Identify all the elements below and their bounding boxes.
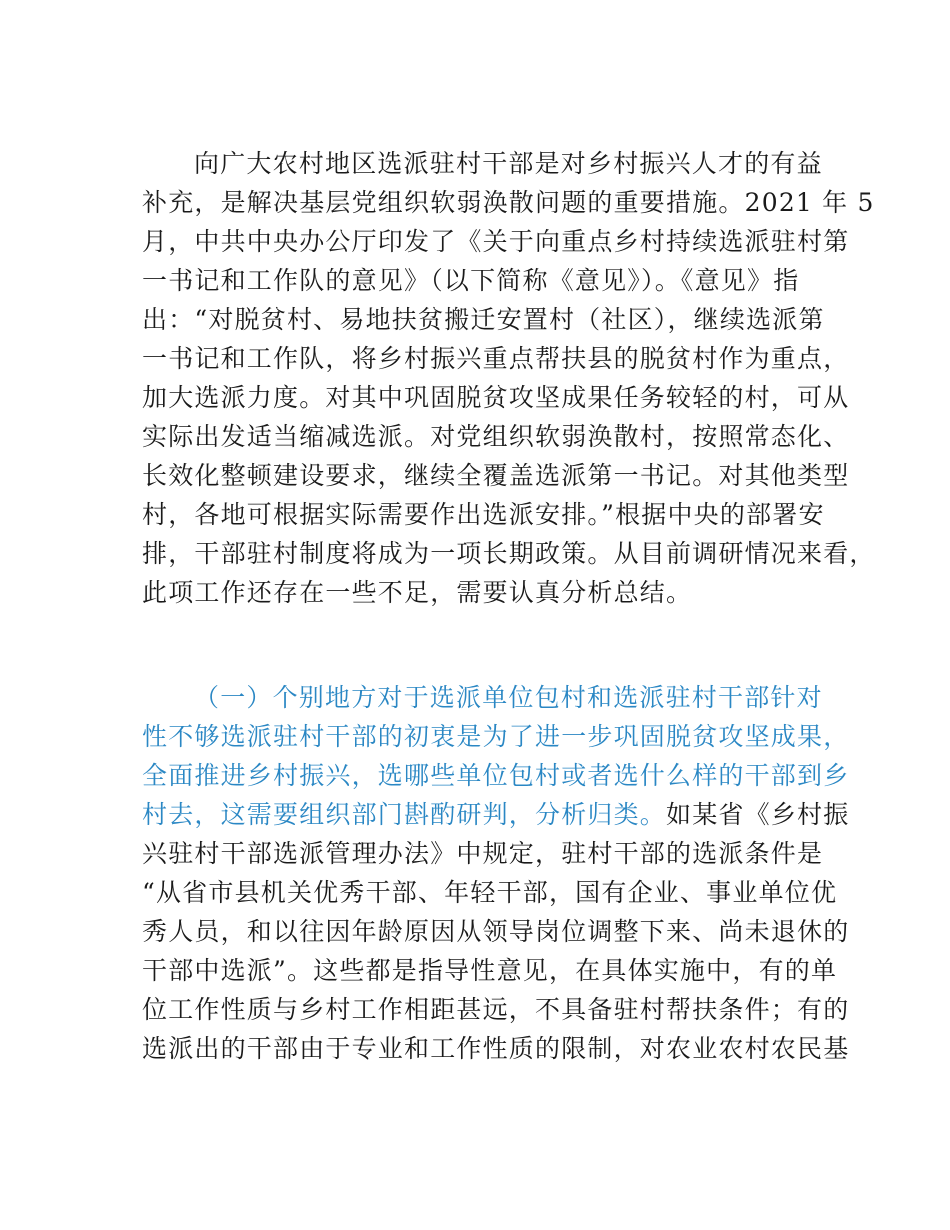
paragraph-line: 选派出的干部由于专业和工作性质的限制，对农业农村农民基 bbox=[142, 1034, 850, 1063]
paragraph-line: “从省市县机关优秀干部、年轻干部，国有企业、事业单位优 bbox=[142, 878, 838, 907]
paragraph-line: 位工作性质与乡村工作相距甚远，不具备驻村帮扶条件；有的 bbox=[142, 995, 850, 1024]
paragraph-line: 加大选派力度。对其中巩固脱贫攻坚成果任务较轻的村，可从 bbox=[142, 383, 850, 412]
section-heading-line: 村去，这需要组织部门斟酌研判，分析归类。 bbox=[142, 800, 667, 829]
paragraph-line: 一书记和工作队的意见》（以下简称《意见》）。《意见》指 bbox=[142, 266, 800, 295]
paragraph-line: 实际出发适当缩减选派。对党组织软弱涣散村，按照常态化、 bbox=[142, 422, 850, 451]
paragraph-line: 如某省《乡村振 bbox=[666, 800, 850, 829]
body-paragraph-2 bbox=[142, 678, 850, 1068]
paragraph-line: 一书记和工作队，将乡村振兴重点帮扶县的脱贫村作为重点， bbox=[142, 344, 850, 373]
section-heading-line: （一）个别地方对于选派单位包村和选派驻村干部针对 bbox=[194, 683, 823, 712]
paragraph-line: 长效化整顿建设要求，继续全覆盖选派第一书记。对其他类型 bbox=[142, 461, 850, 490]
body-paragraph-1 bbox=[142, 144, 876, 612]
paragraph-line: 秀人员，和以往因年龄原因从领导岗位调整下来、尚未退休的 bbox=[142, 917, 850, 946]
section-heading-line: 性不够选派驻村干部的初衷是为了进一步巩固脱贫攻坚成果， bbox=[142, 722, 850, 751]
paragraph-line: 出：“对脱贫村、易地扶贫搬迁安置村（社区），继续选派第 bbox=[142, 305, 825, 334]
paragraph-line: 兴驻村干部选派管理办法》中规定，驻村干部的选派条件是 bbox=[142, 839, 824, 868]
paragraph-line: 村，各地可根据实际需要作出选派安排。”根据中央的部署安 bbox=[142, 500, 825, 529]
paragraph-line: 补充，是解决基层党组织软弱涣散问题的重要措施。2021 年 5 bbox=[142, 188, 875, 217]
paragraph-line: 向广大农村地区选派驻村干部是对乡村振兴人才的有益 bbox=[194, 149, 823, 178]
paragraph-line: 排，干部驻村制度将成为一项长期政策。从目前调研情况来看， bbox=[142, 539, 876, 568]
paragraph-line: 月，中共中央办公厅印发了《关于向重点乡村持续选派驻村第 bbox=[142, 227, 850, 256]
paragraph-line: 此项工作还存在一些不足，需要认真分析总结。 bbox=[142, 578, 693, 607]
mixed-line bbox=[142, 795, 850, 834]
section-heading-line: 全面推进乡村振兴，选哪些单位包村或者选什么样的干部到乡 bbox=[142, 761, 850, 790]
paragraph-line: 干部中选派”。这些都是指导性意见，在具体实施中，有的单 bbox=[142, 956, 838, 985]
